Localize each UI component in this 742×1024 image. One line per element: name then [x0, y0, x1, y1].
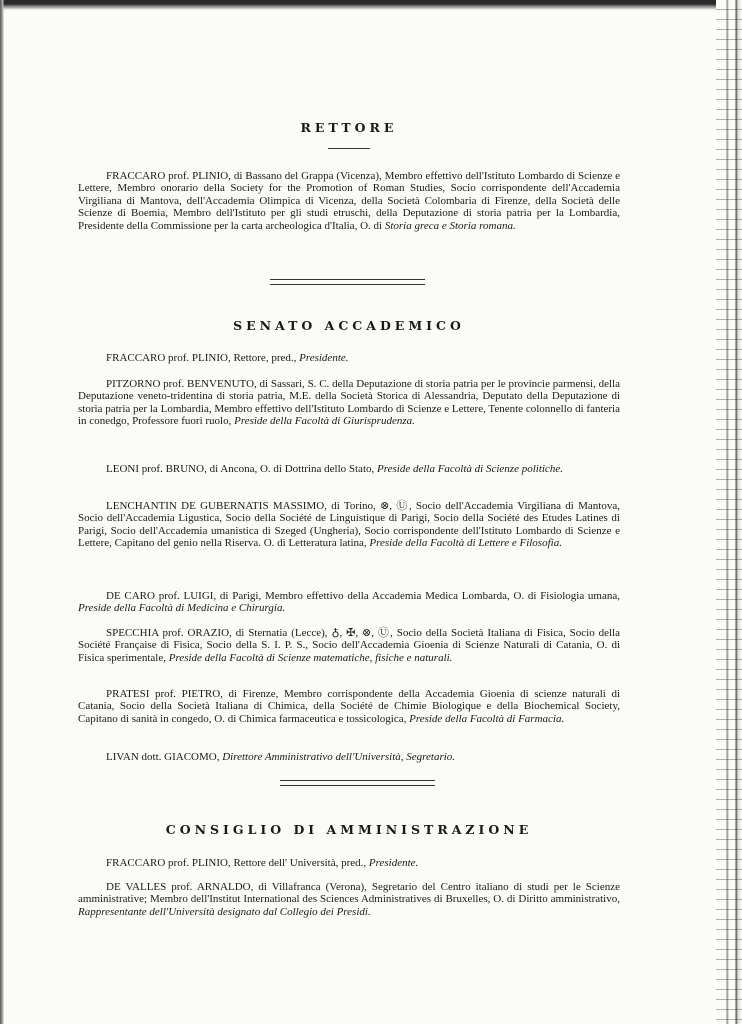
senato-entry-4 [78, 590, 620, 615]
entry-role: Preside della Facoltà di Scienze matematiche, fisiche e naturali. [168, 651, 453, 664]
entry-role: Presidente. [299, 352, 349, 364]
entry-text: di Villafranca (Verona), Segretario del Centro italiano di studi per le Scienze amministrative; Membro dell'Institut International des Sciences Administratives di Bruxelles, O. di Diritto amministrativo, [78, 881, 620, 906]
entry-text: Rettore, pred., [230, 352, 300, 364]
entry-role: Preside della Facoltà di Giurisprudenza. [234, 415, 415, 428]
entry-role: Rappresentante dell'Università designato dal Collegio dei Presidi. [78, 905, 371, 918]
senato-entry-6 [78, 688, 620, 725]
page-left-edge [0, 0, 4, 1024]
entry-name: LEONI prof. BRUNO, [106, 463, 207, 475]
entry-text: Rettore dell' Università, pred., [230, 857, 369, 869]
senato-entry-0 [78, 352, 620, 364]
entry-role: Direttore Amministrativo dell'Università, Segretario. [222, 751, 456, 763]
page-top-edge [0, 0, 742, 10]
entry-name: SPECCHIA prof. ORAZIO, [106, 627, 232, 639]
rettore-title: RETTORE [300, 120, 398, 135]
entry-text: di Torino, ⊗, Ⓤ, Socio dell'Accademia Virgiliana di Mantova, Socio dell'Accademia Ligustica, Socio della Société de Linguistique di Parigi, Socio della Société des Etudes Latines di Parigi, Socio dell'Accademia umanistica di Szeged (Ungheria), Socio corrispondente dell'Istituto Lombardo di Scienze e Lettere, Capitano del genio nella Riserva. O. di Letteratura latina, [78, 500, 620, 550]
section-separator [280, 780, 435, 786]
senato-entry-1 [78, 378, 620, 428]
entry-name: PITZORNO prof. BENVENUTO, [106, 378, 257, 390]
senato-entry-7 [78, 751, 620, 763]
entry-text: di Ancona, O. di Dottrina dello Stato, [206, 463, 378, 475]
entry-role: Preside della Facoltà di Scienze politiche. [377, 463, 563, 475]
consiglio-title: CONSIGLIO DI AMMINISTRAZIONE [165, 822, 533, 837]
entry-role: Preside della Facoltà di Medicina e Chirurgia. [78, 602, 286, 615]
entry-text: di Sternatia (Lecce), ♁, ✠, ⊗, Ⓤ, Socio della Società Italiana di Fisica, Socio della Société Française di Fisica, Socio della S. I. P. S., Socio dell'Accademia Gioenia di Scienze Naturali di Catania, O. di Fisica sperimentale, [78, 627, 620, 664]
entry-text: di Bassano del Grappa (Vicenza), Membro effettivo dell'Istituto Lombardo di Scienze e Lettere, Membro onorario della Society for the Promotion of Roman Studies, Socio corrispondente dell'Accademia Virgiliana di Mantova, dell'Accademia Olimpica di Vicenza, della Società Colombaria di Firenze, della Società delle Scienze di Boemia, Membro dell'Istituto per gli studi etruschi, della Deputazione di storia patria per la Lombardia, Presidente della Commissione per la carta archeologica d'Italia, O. di [78, 170, 620, 232]
entry-name: DE CARO prof. LUIGI, [106, 590, 217, 602]
entry-text: di Parigi, Membro effettivo della Accademia Medica Lombarda, O. di Fisiologia umana, [216, 590, 621, 602]
entry-role: Preside della Facoltà di Lettere e Filosofia. [369, 537, 562, 550]
consiglio-entry-1 [78, 881, 620, 918]
entry-name: LIVAN dott. GIACOMO, [106, 751, 220, 763]
entry-name: PRATESI prof. PIETRO, [106, 688, 223, 700]
senato-entry-2 [78, 463, 620, 475]
consiglio-entry-0 [78, 857, 620, 869]
section-separator [270, 279, 425, 285]
entry-role: Storia greca e Storia romana. [384, 219, 516, 232]
entry-name: FRACCARO prof. PLINIO, [106, 170, 231, 182]
page-binding-edge [716, 0, 742, 1024]
rettore-entry-0 [78, 170, 620, 232]
entry-text: di Sassari, S. C. della Deputazione di storia patria per le provincie parmensi, della Deputazione veneto-tridentina di storia patria, M.E. della Società Storica di Alessandria, Deputato della Deputazione di storia patria per la Lombardia, Membro effettivo dell'Istituto Lombardo di Scienze e Lettere, Tenente colonnello di fanteria in conedgo, Professore fuori ruolo, [78, 378, 620, 428]
entry-role: Preside della Facoltà di Farmacia. [409, 712, 565, 725]
entry-name: DE VALLES prof. ARNALDO, [106, 881, 254, 893]
rettore-title-rule [328, 148, 370, 149]
senato-title: SENATO ACCADEMICO [233, 318, 465, 333]
entry-role: Presidente. [368, 857, 419, 869]
entry-name: LENCHANTIN DE GUBERNATIS MASSIMO, [106, 500, 327, 512]
entry-name: FRACCARO prof. PLINIO, [106, 352, 231, 364]
entry-text: di Firenze, Membro corrispondente della Accademia Gioenia di scienze naturali di Catania, Socio della Società Italiana di Chimica, della Société de Chimie Biologique e della Biochemical Society, Capitano di sanità in congedo, O. di Chimica farmaceutica e tossicologica, [78, 688, 621, 725]
senato-entry-5 [78, 627, 620, 664]
senato-entry-3 [78, 500, 620, 550]
entry-name: FRACCARO prof. PLINIO, [106, 857, 231, 869]
